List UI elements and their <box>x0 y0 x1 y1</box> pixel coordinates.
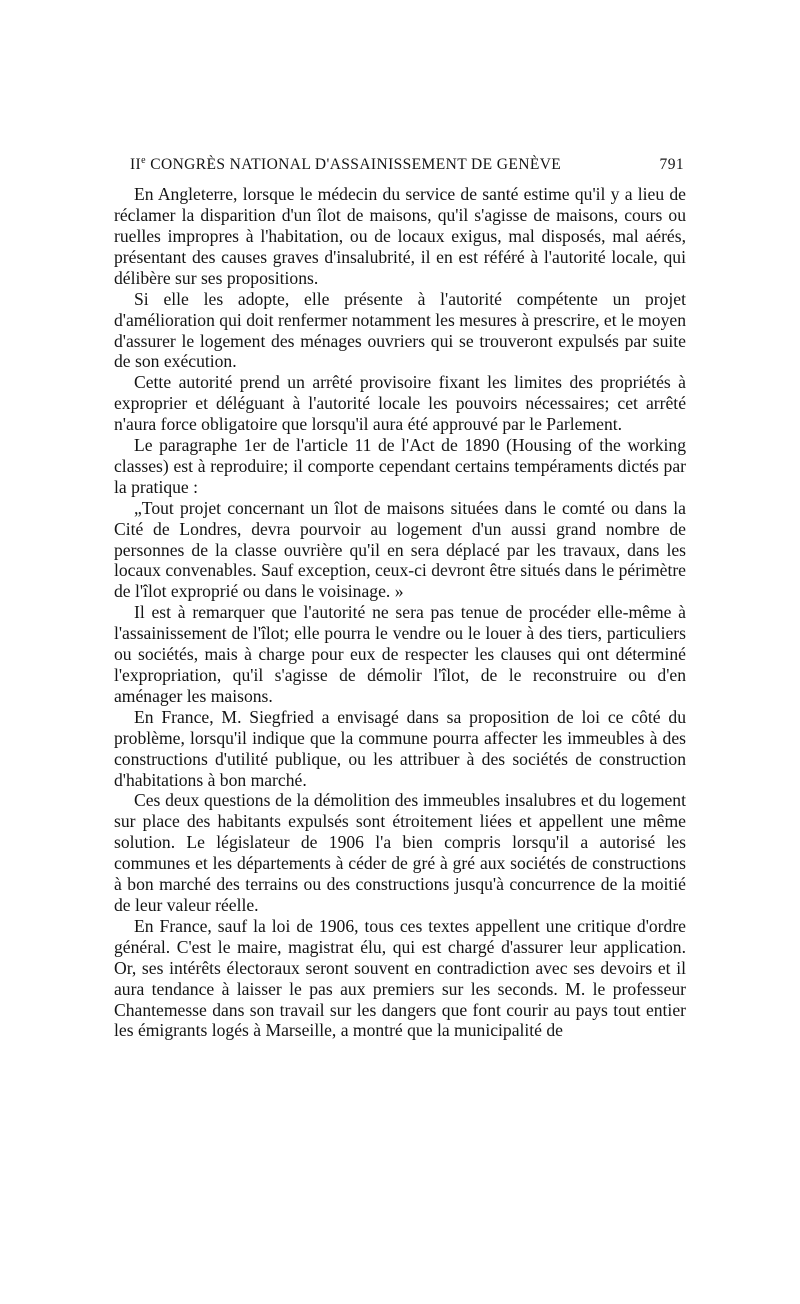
paragraph: En France, sauf la loi de 1906, tous ces textes appellent une critique d'ordre général. C'est le maire, magistrat élu, qui est chargé d'assurer leur application. Or, ses intérêts électoraux seront souvent en contradiction avec ses devoirs et il aura tendance à laisser le pas aux premiers sur les seconds. M. le professeur Chantemesse dans son travail sur les dangers que font courir au pays tout entier les émigrants logés à Marseille, a montré que la municipalité de <box>114 915 686 1041</box>
header-title <box>130 150 561 176</box>
document-page <box>114 150 686 1041</box>
header-title-prefix: II <box>130 156 142 174</box>
paragraph: En France, M. Siegfried a envisagé dans sa proposition de loi ce côté du problème, lorsqu'il indique que la commune pourra affecter les immeubles à des constructions d'utilité publique, ou les attribuer à des sociétés de construction d'habitations à bon marché. <box>114 706 686 790</box>
header-title-rest: CONGRÈS NATIONAL D'ASSAINISSEMENT DE GENÈVE <box>145 156 562 174</box>
header-title-sup: e <box>141 155 146 166</box>
paragraph: „Tout projet concernant un îlot de maisons situées dans le comté ou dans la Cité de Londres, devra pourvoir au logement d'un aussi grand nombre de personnes de la classe ouvrière qu'il en sera déplacé par les travaux, dans les locaux convenables. Sauf exception, ceux-ci devront être situés dans le périmètre de l'îlot exproprié ou dans le voisinage. » <box>114 497 686 602</box>
paragraph: Cette autorité prend un arrêté provisoire fixant les limites des propriétés à exproprier et déléguant à l'autorité locale les pouvoirs nécessaires; cet arrêté n'aura force obligatoire que lorsqu'il aura été approuvé par le Parlement. <box>114 372 686 435</box>
paragraph: En Angleterre, lorsque le médecin du service de santé estime qu'il y a lieu de réclamer la disparition d'un îlot de maisons, qu'il s'agisse de maisons, cours ou ruelles impropres à l'habitation, ou de locaux exigus, mal disposés, mal aérés, présentant des causes graves d'insalubrité, il en est référé à l'autorité locale, qui délibère sur ses propositions. <box>114 184 686 288</box>
body-text <box>114 184 686 1041</box>
paragraph: Le paragraphe 1er de l'article 11 de l'Act de 1890 (Housing of the working classes) est à reproduire; il comporte cependant certains tempéraments dictés par la pratique : <box>114 435 686 497</box>
page-number: 791 <box>659 156 684 174</box>
running-header <box>114 150 686 176</box>
paragraph: Si elle les adopte, elle présente à l'autorité compétente un projet d'amélioration qui doit renfermer notamment les mesures à prescrire, et le moyen d'assurer le logement des ménages ouvriers qui se trouveront expulsés par suite de son exécution. <box>114 288 686 372</box>
paragraph: Ces deux questions de la démolition des immeubles insalubres et du logement sur place des habitants expulsés sont étroitement liées et appellent une même solution. Le législateur de 1906 l'a bien compris lorsqu'il a autorisé les communes et les départements à céder de gré à gré aux sociétés de constructions à bon marché des terrains ou des constructions jusqu'à concurrence de la moitié de leur valeur réelle. <box>114 790 686 915</box>
paragraph: Il est à remarquer que l'autorité ne sera pas tenue de procéder elle-même à l'assainissement de l'îlot; elle pourra le vendre ou le louer à des tiers, particuliers ou sociétés, mais à charge pour eux de respecter les clauses qui ont déterminé l'expropriation, qu'il s'agisse de démolir l'îlot, de le reconstruire ou d'en aménager les maisons. <box>114 602 686 706</box>
